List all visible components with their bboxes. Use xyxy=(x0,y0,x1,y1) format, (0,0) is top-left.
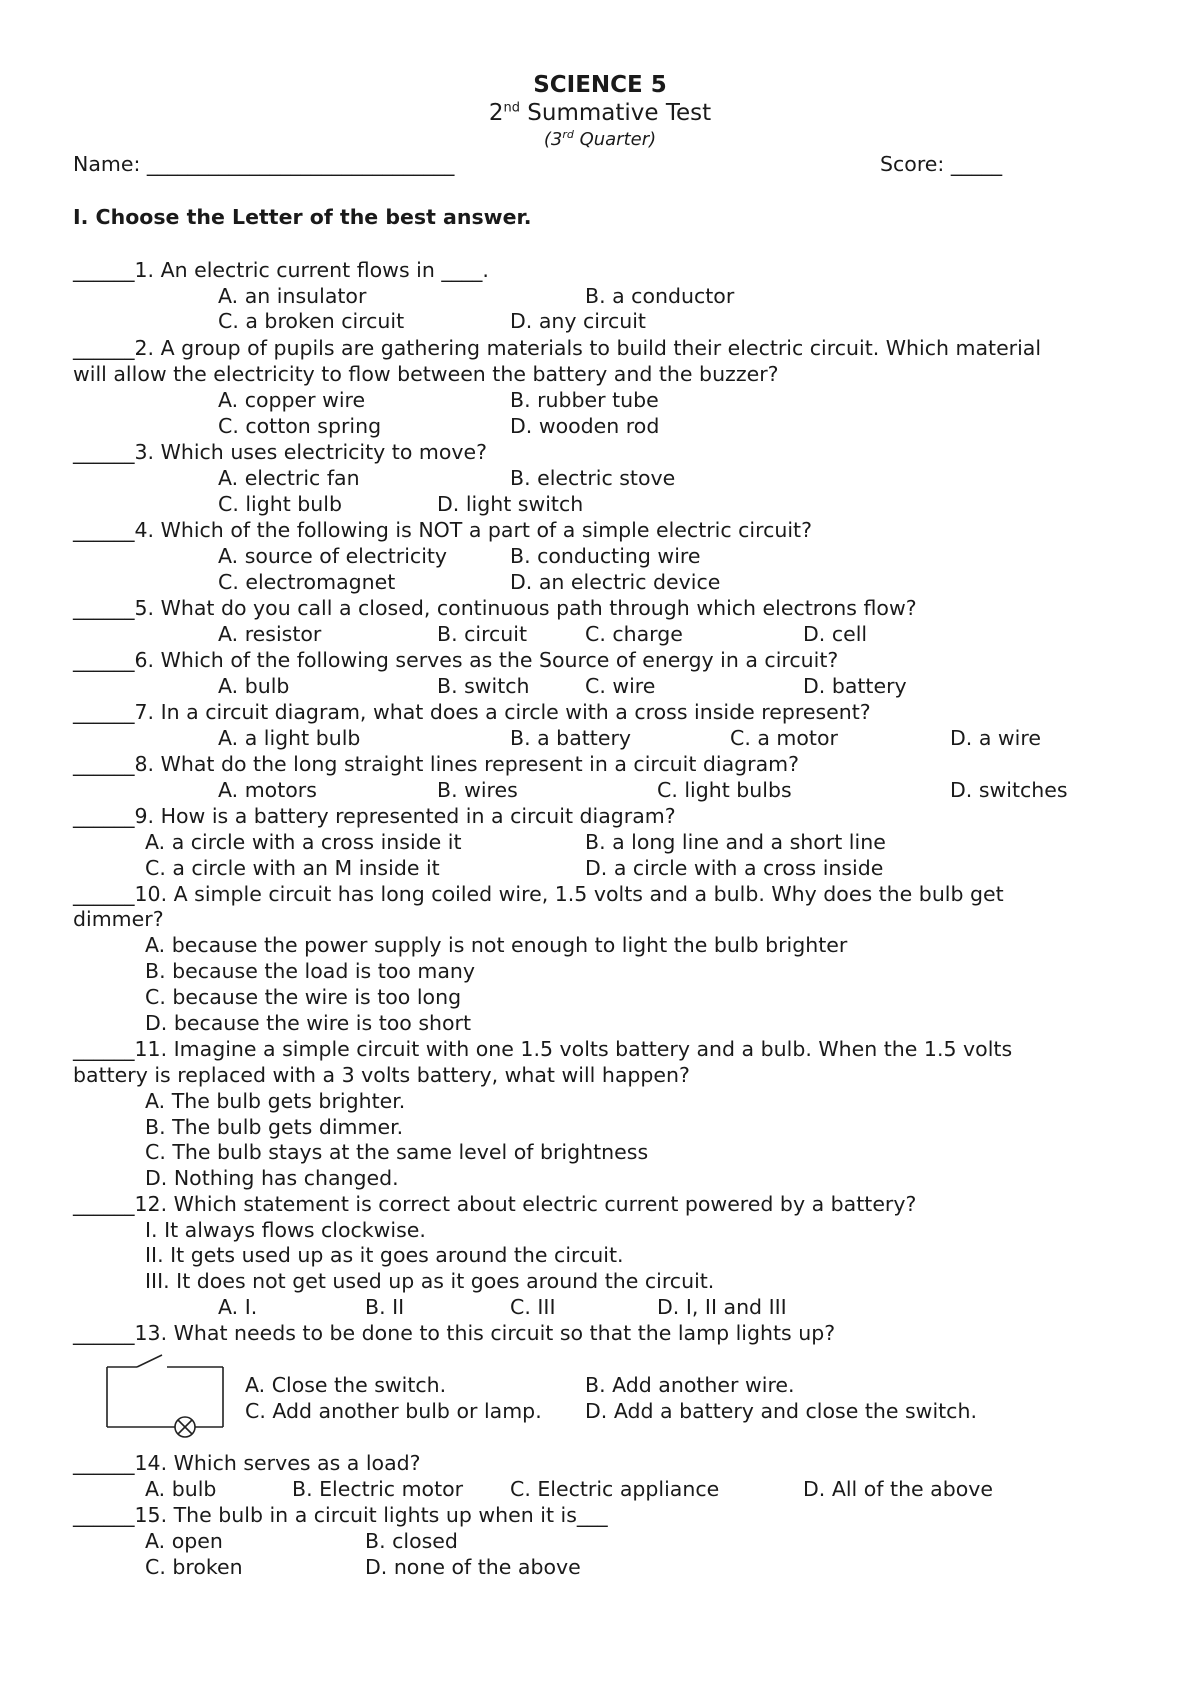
q15-choice-a[interactable]: A. open xyxy=(145,1529,223,1553)
q4-choice-a[interactable]: A. source of electricity xyxy=(218,544,448,568)
q5-choice-a[interactable]: A. resistor xyxy=(218,622,322,646)
q14-choice-c[interactable]: C. Electric appliance xyxy=(510,1477,720,1501)
question-11-cont: battery is replaced with a 3 volts battery, what will happen? xyxy=(73,1063,690,1087)
q1-choice-a[interactable]: A. an insulator xyxy=(218,284,367,308)
q12-choice-d[interactable]: D. I, II and III xyxy=(657,1295,787,1319)
question-2: ______2. A group of pupils are gathering materials to build their electric circuit. Which material xyxy=(73,336,1042,360)
q5-choice-d[interactable]: D. cell xyxy=(803,622,868,646)
q6-choice-d[interactable]: D. battery xyxy=(803,674,907,698)
q1-choice-c[interactable]: C. a broken circuit xyxy=(218,309,405,333)
q12-choice-a[interactable]: A. I. xyxy=(218,1295,258,1319)
q7-choice-d[interactable]: D. a wire xyxy=(950,726,1041,750)
q8-choice-b[interactable]: B. wires xyxy=(437,778,518,802)
question-5: ______5. What do you call a closed, continuous path through which electrons flow? xyxy=(73,596,917,620)
q10-choice-c[interactable]: C. because the wire is too long xyxy=(145,985,462,1009)
q11-choice-b[interactable]: B. The bulb gets dimmer. xyxy=(145,1115,404,1139)
q4-choice-d[interactable]: D. an electric device xyxy=(510,570,721,594)
q2-choice-d[interactable]: D. wooden rod xyxy=(510,414,660,438)
question-8: ______8. What do the long straight lines represent in a circuit diagram? xyxy=(73,752,799,776)
q13-choice-c[interactable]: C. Add another bulb or lamp. xyxy=(245,1399,542,1423)
q9-choice-a[interactable]: A. a circle with a cross inside it xyxy=(145,830,462,854)
section-heading: I. Choose the Letter of the best answer. xyxy=(73,205,532,229)
q7-choice-b[interactable]: B. a battery xyxy=(510,726,631,750)
q4-choice-c[interactable]: C. electromagnet xyxy=(218,570,396,594)
q14-choice-a[interactable]: A. bulb xyxy=(145,1477,217,1501)
q10-choice-a[interactable]: A. because the power supply is not enough to light the bulb brighter xyxy=(145,933,848,957)
question-10-cont: dimmer? xyxy=(73,907,164,931)
q3-choice-d[interactable]: D. light switch xyxy=(437,492,584,516)
q15-choice-d[interactable]: D. none of the above xyxy=(365,1555,581,1579)
question-2-cont: will allow the electricity to flow between the battery and the buzzer? xyxy=(73,362,779,386)
q9-choice-d[interactable]: D. a circle with a cross inside xyxy=(585,856,884,880)
q12-choice-b[interactable]: B. II xyxy=(365,1295,405,1319)
q11-choice-d[interactable]: D. Nothing has changed. xyxy=(145,1166,399,1190)
q1-choice-d[interactable]: D. any circuit xyxy=(510,309,646,333)
test-subtitle: 2nd Summative Test xyxy=(488,100,712,126)
question-9: ______9. How is a battery represented in a circuit diagram? xyxy=(73,804,676,828)
q8-choice-c[interactable]: C. light bulbs xyxy=(657,778,792,802)
q13-choice-d[interactable]: D. Add a battery and close the switch. xyxy=(585,1399,977,1423)
question-13: ______13. What needs to be done to this circuit so that the lamp lights up? xyxy=(73,1321,836,1345)
question-12: ______12. Which statement is correct about electric current powered by a battery? xyxy=(73,1192,917,1216)
q11-choice-c[interactable]: C. The bulb stays at the same level of brightness xyxy=(145,1140,649,1164)
q11-choice-a[interactable]: A. The bulb gets brighter. xyxy=(145,1089,406,1113)
q3-choice-a[interactable]: A. electric fan xyxy=(218,466,360,490)
test-quarter: (3rd Quarter) xyxy=(543,128,657,150)
q8-choice-a[interactable]: A. motors xyxy=(218,778,317,802)
q8-choice-d[interactable]: D. switches xyxy=(950,778,1068,802)
q12-statement-3: III. It does not get used up as it goes around the circuit. xyxy=(145,1269,715,1293)
q12-statement-2: II. It gets used up as it goes around the circuit. xyxy=(145,1243,624,1267)
q1-choice-b[interactable]: B. a conductor xyxy=(585,284,735,308)
q6-choice-c[interactable]: C. wire xyxy=(585,674,656,698)
q15-choice-c[interactable]: C. broken xyxy=(145,1555,243,1579)
q2-choice-c[interactable]: C. cotton spring xyxy=(218,414,382,438)
q14-choice-b[interactable]: B. Electric motor xyxy=(292,1477,464,1501)
q14-choice-d[interactable]: D. All of the above xyxy=(803,1477,994,1501)
open-switch-lever xyxy=(137,1355,162,1367)
q13-choice-a[interactable]: A. Close the switch. xyxy=(245,1373,447,1397)
q12-choice-c[interactable]: C. III xyxy=(510,1295,556,1319)
test-title: SCIENCE 5 xyxy=(533,72,667,98)
q7-choice-a[interactable]: A. a light bulb xyxy=(218,726,361,750)
q12-statement-1: I. It always flows clockwise. xyxy=(145,1218,426,1242)
q5-choice-b[interactable]: B. circuit xyxy=(437,622,528,646)
q5-choice-c[interactable]: C. charge xyxy=(585,622,683,646)
q9-choice-c[interactable]: C. a circle with an M inside it xyxy=(145,856,440,880)
question-4: ______4. Which of the following is NOT a part of a simple electric circuit? xyxy=(73,518,812,542)
q10-choice-b[interactable]: B. because the load is too many xyxy=(145,959,476,983)
q7-choice-c[interactable]: C. a motor xyxy=(730,726,838,750)
question-7: ______7. In a circuit diagram, what does a circle with a cross inside represent? xyxy=(73,700,871,724)
q9-choice-b[interactable]: B. a long line and a short line xyxy=(585,830,886,854)
q3-choice-b[interactable]: B. electric stove xyxy=(510,466,676,490)
q6-choice-a[interactable]: A. bulb xyxy=(218,674,290,698)
question-3: ______3. Which uses electricity to move? xyxy=(73,440,488,464)
q3-choice-c[interactable]: C. light bulb xyxy=(218,492,343,516)
question-11: ______11. Imagine a simple circuit with one 1.5 volts battery and a bulb. When the 1.5 volts xyxy=(73,1037,1013,1061)
q6-choice-b[interactable]: B. switch xyxy=(437,674,530,698)
name-field[interactable]: Name: ______________________________ xyxy=(73,152,455,176)
q4-choice-b[interactable]: B. conducting wire xyxy=(510,544,701,568)
question-10: ______10. A simple circuit has long coiled wire, 1.5 volts and a bulb. Why does the bulb get xyxy=(73,882,1004,906)
question-14: ______14. Which serves as a load? xyxy=(73,1451,421,1475)
q2-choice-a[interactable]: A. copper wire xyxy=(218,388,366,412)
q15-choice-b[interactable]: B. closed xyxy=(365,1529,458,1553)
question-6: ______6. Which of the following serves as the Source of energy in a circuit? xyxy=(73,648,839,672)
q13-choice-b[interactable]: B. Add another wire. xyxy=(585,1373,795,1397)
score-field[interactable]: Score: _____ xyxy=(880,152,1003,176)
question-1: ______1. An electric current flows in ____. xyxy=(73,258,489,282)
circuit-diagram xyxy=(100,1350,230,1442)
q2-choice-b[interactable]: B. rubber tube xyxy=(510,388,659,412)
q10-choice-d[interactable]: D. because the wire is too short xyxy=(145,1011,472,1035)
question-15: ______15. The bulb in a circuit lights up when it is___ xyxy=(73,1503,608,1527)
